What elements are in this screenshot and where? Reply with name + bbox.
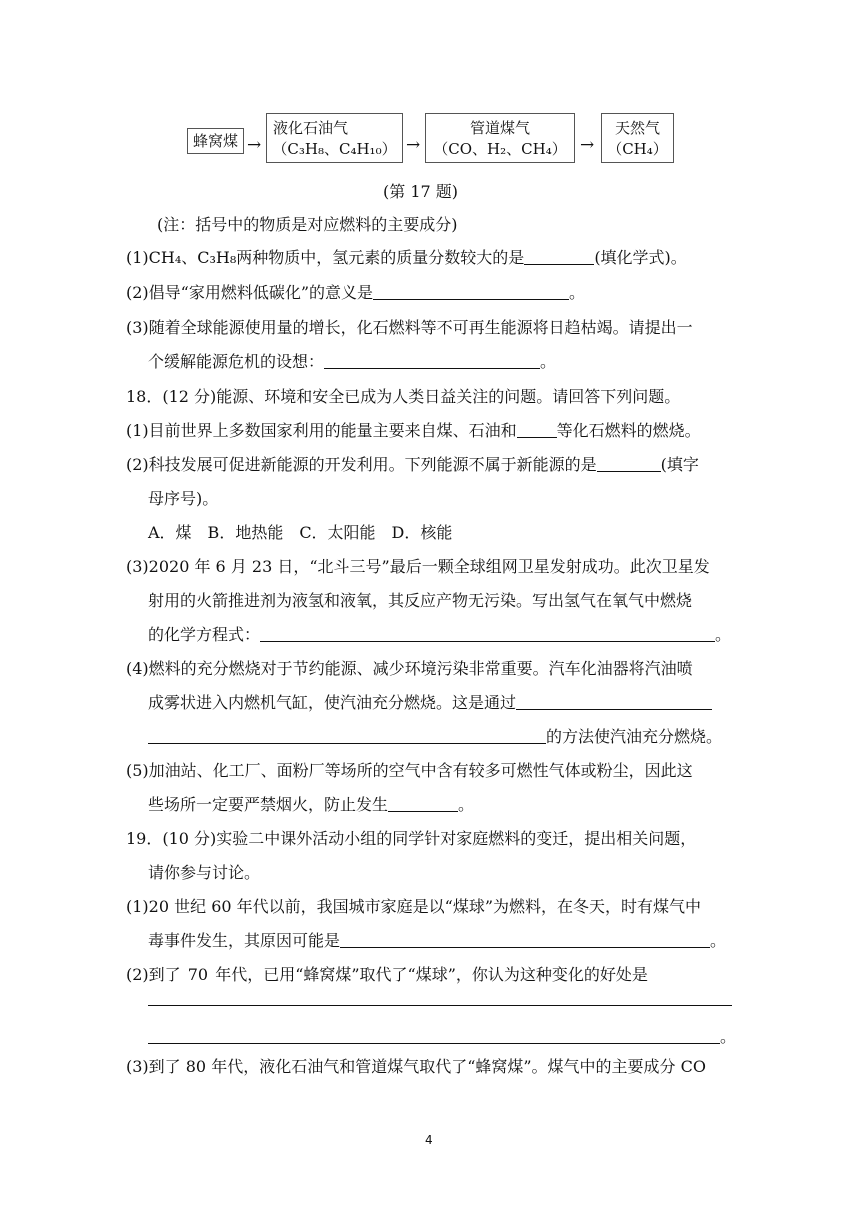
q18-part5-line1: (5)加油站、化工厂、面粉厂等场所的空气中含有较多可燃性气体或粉尘，因此这 xyxy=(126,761,693,780)
answer-blank[interactable] xyxy=(340,929,710,948)
q18-part3-line3: 的化学方程式： 。 xyxy=(148,625,732,644)
answer-line[interactable] xyxy=(148,1005,732,1006)
answer-blank[interactable] xyxy=(148,1025,720,1044)
q18-options: A．煤 B．地热能 C．太阳能 D．核能 xyxy=(148,523,453,542)
fuel-label: 天然气 xyxy=(614,119,660,137)
fuel-box-natural-gas xyxy=(601,113,674,163)
q19-part1-line2: 毒事件发生，其原因可能是 。 xyxy=(148,931,727,950)
fuel-label: 管道煤气 xyxy=(469,119,530,137)
q19-part2-line3: 。 xyxy=(148,1025,736,1049)
figure-caption: (第 17 题) xyxy=(383,182,459,201)
arrow-icon: → xyxy=(580,135,595,155)
q18-part4-line3: 的方法使汽油充分燃烧。 xyxy=(148,725,722,749)
q19-title-line2: 请你参与讨论。 xyxy=(148,863,261,882)
q18-part5-line2: 些场所一定要严禁烟火，防止发生 。 xyxy=(148,795,475,814)
fuel-label: 液化石油气 xyxy=(273,119,349,137)
arrow-icon: → xyxy=(406,135,421,155)
q17-part3-line1: (3)随着全球能源使用量的增长，化石燃料等不可再生能源将日趋枯竭。请提出一 xyxy=(126,318,693,337)
answer-blank[interactable] xyxy=(517,419,557,438)
fuel-box-honeycomb-coal xyxy=(187,128,244,154)
q19-part2-line1: (2)到了 70 年代，已用“蜂窝煤”取代了“煤球”，你认为这种变化的好处是 xyxy=(126,965,648,984)
q19-title-line1: 19．(10 分)实验二中课外活动小组的同学针对家庭燃料的变迁，提出相关问题， xyxy=(126,829,697,848)
q17-part1: (1)CH₄、C₃H₈两种物质中，氢元素的质量分数较大的是 (填化学式)。 xyxy=(126,248,687,267)
answer-blank[interactable] xyxy=(324,350,540,369)
q19-part3-line1: (3)到了 80 年代，液化石油气和管道煤气取代了“蜂窝煤”。煤气中的主要成分 CO xyxy=(126,1057,707,1076)
q17-part3-line2: 个缓解能源危机的设想： 。 xyxy=(148,352,557,371)
q18-part4-line1: (4)燃料的充分燃烧对于节约能源、减少环境污染非常重要。汽车化油器将汽油喷 xyxy=(126,659,693,678)
q18-part1: (1)目前世界上多数国家利用的能量主要来自煤、石油和 等化石燃料的燃烧。 xyxy=(126,421,701,440)
answer-blank[interactable] xyxy=(524,246,594,265)
answer-blank[interactable] xyxy=(260,623,715,642)
q18-part2-line1: (2)科技发展可促进新能源的开发利用。下列能源不属于新能源的是 (填字 xyxy=(126,455,699,474)
figure-note: (注：括号中的物质是对应燃料的主要成分) xyxy=(157,215,458,234)
answer-blank[interactable] xyxy=(597,453,661,472)
answer-blank[interactable] xyxy=(516,691,712,710)
q17-part2: (2)倡导“家用燃料低碳化”的意义是 。 xyxy=(126,283,586,302)
q19-part1-line1: (1)20 世纪 60 年代以前，我国城市家庭是以“煤球”为燃料，在冬天，时有煤气中 xyxy=(126,897,702,916)
fuel-label: 蜂窝煤 xyxy=(192,132,238,150)
q18-part2-line2: 母序号)。 xyxy=(148,489,219,508)
fuel-box-lpg xyxy=(266,113,403,163)
arrow-icon: → xyxy=(247,135,262,155)
page-number: 4 xyxy=(425,1133,433,1147)
fuel-formula: （C₃H₈、C₄H₁₀） xyxy=(272,140,397,158)
q18-title: 18．(12 分)能源、环境和安全已成为人类日益关注的问题。请回答下列问题。 xyxy=(126,387,681,406)
answer-blank[interactable] xyxy=(148,725,546,744)
q18-part4-line2: 成雾状进入内燃机气缸，使汽油充分燃烧。这是通过 xyxy=(148,691,712,715)
q18-part3-line1: (3)2020 年 6 月 23 日，“北斗三号”最后一颗全球组网卫星发射成功。此次卫星发 xyxy=(126,557,710,576)
answer-blank[interactable] xyxy=(373,281,569,300)
fuel-formula: （CO、H₂、CH₄） xyxy=(433,140,567,158)
answer-blank[interactable] xyxy=(388,793,458,812)
fuel-formula: （CH₄） xyxy=(607,140,668,158)
fuel-box-pipeline-gas xyxy=(425,113,575,163)
q18-part3-line2: 射用的火箭推进剂为液氢和液氧，其反应产物无污染。写出氢气在氧气中燃烧 xyxy=(148,591,693,610)
